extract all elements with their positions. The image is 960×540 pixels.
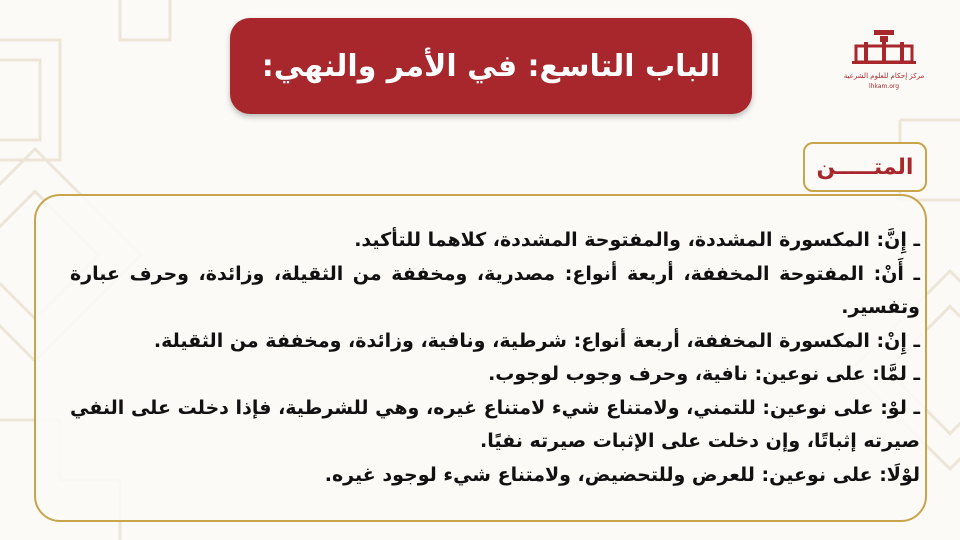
slide-title: الباب التاسع: في الأمر والنهي: [261,48,721,84]
section-tab [803,142,927,192]
text-line: ـ إِنْ: المكسورة المخففة، أربعة أنواع: شرطية، ونافية، وزائدة، ومخففة من الثقيلة. [153,329,920,352]
text-line: لوْلَا: على نوعين: للعرض وللتحضيض، ولامتناع شيء لوجود غيره. [324,463,920,486]
title-banner [230,18,752,114]
text-line: ـ لوْ: على نوعين: للتمني، ولامتناع شيء لامتناع غيره، وهي للشرطية، فإذا دخلت على النفي صيرته إثباتًا، وإن دخلت على الإثبات صيرته نفيًا. [70,396,920,452]
logo [842,22,926,96]
text-line: ـ إِنَّ: المكسورة المشددة، والمفتوحة المشددة، كلاهما للتأكيد. [354,229,920,251]
section-label: المتـــــن [816,154,914,180]
text-line: ـ لمَّا: على نوعين: نافية، وحرف وجوب لوجوب. [488,363,920,385]
logo-mark-icon [852,28,916,66]
text-line: ـ أَنْ: المفتوحة المخففة، أربعة أنواع: مصدرية، ومخففة من الثقيلة، وزائدة، وحرف عبارة وتفسير. [70,262,920,318]
logo-tagline: lhkam.org [868,83,900,90]
logo-subtitle: مركز إحكام للعلوم الشرعية [843,72,925,80]
text-body [70,224,920,492]
